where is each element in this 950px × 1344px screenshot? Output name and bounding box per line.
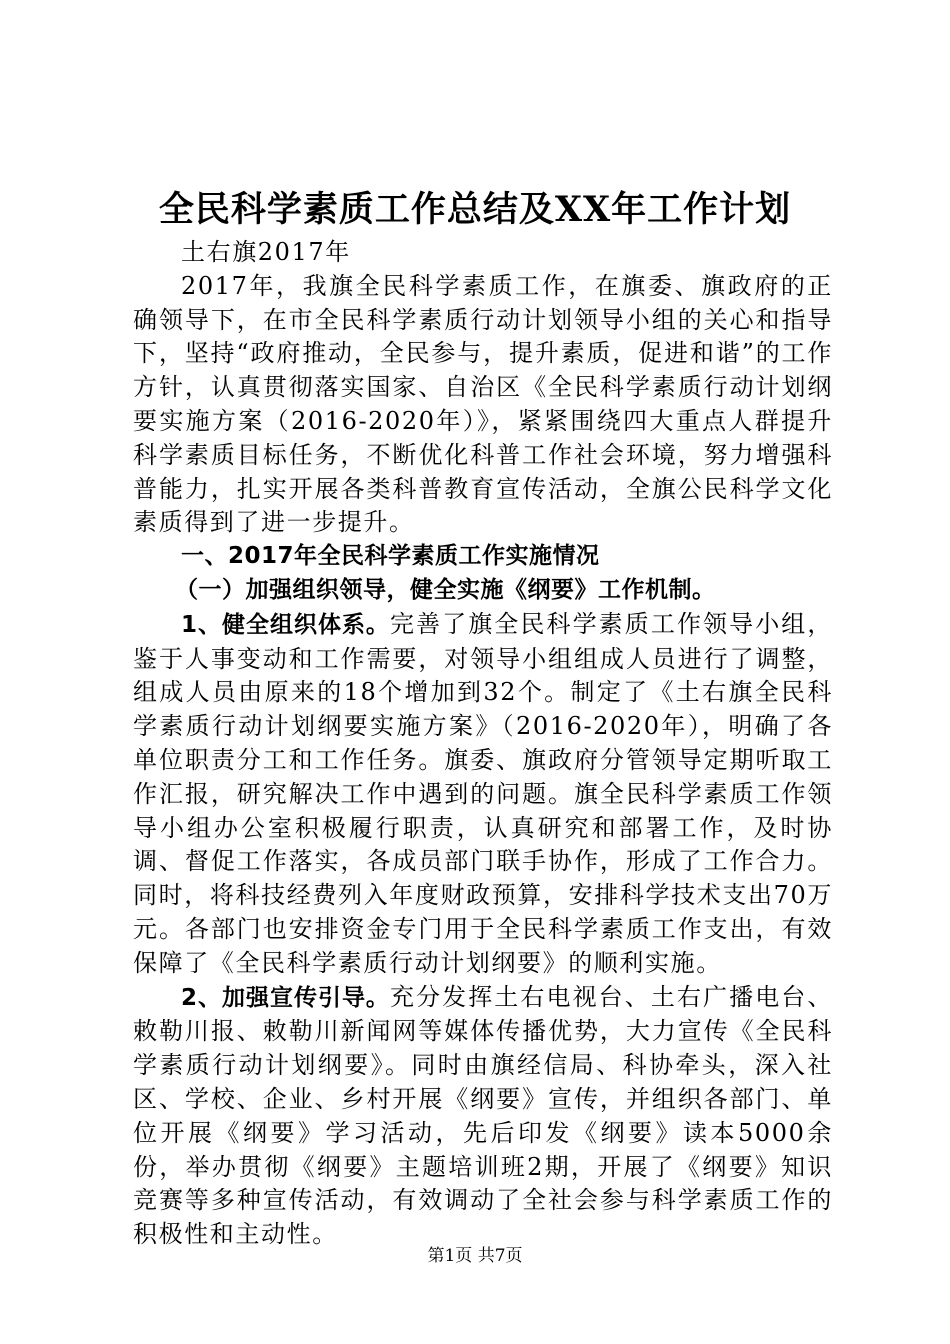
byline: 土右旗2017年 xyxy=(181,238,351,266)
item-text-2: 充分发挥土右电视台、土右广播电台、敕勒川报、敕勒川新闻网等媒体传播优势，大力宣传《全民科学素质行动计划纲要》。同时由旗经信局、科协牵头，深入社区、学校、企业、乡村开展《纲要》宣传，并组织各部门、单位开展《纲要》学习活动，先后印发《纲要》读本5000余份，举办贯彻《纲要》主题培训班2期，开展了《纲要》知识竞赛等多种宣传活动，有效调动了全社会参与科学素质工作的积极性和主动性。 xyxy=(133,982,833,1249)
subsection-heading: （一）加强组织领导，健全实施《纲要》工作机制。 xyxy=(175,576,716,603)
item-text-1: 完善了旗全民科学素质工作领导小组，鉴于人事变动和工作需要，对领导小组组成人员进行了调整，组成人员由原来的18个增加到32个。制定了《土右旗全民科学素质行动计划纲要实施方案》（2016-2020年），明确了各单位职责分工和工作任务。旗委、旗政府分管领导定期听取工作汇报，研究解决工作中遇到的问题。旗全民科学素质工作领导小组办公室积极履行职责，认真研究和部署工作，及时协调、督促工作落实，各成员部门联手协作，形成了工作合力。同时，将科技经费列入年度财政预算，安排科学技术支出70万元。各部门也安排资金专门用于全民科学素质工作支出，有效保障了《全民科学素质行动计划纲要》的顺利实施。 xyxy=(133,609,833,977)
document-body xyxy=(133,236,833,1252)
item-paragraph-1 xyxy=(133,608,833,981)
document-title: 全民科学素质工作总结及XX年工作计划 xyxy=(158,189,792,230)
item-lead-1: 1、健全组织体系。 xyxy=(181,611,390,638)
intro-paragraph: 2017年，我旗全民科学素质工作，在旗委、旗政府的正确领导下，在市全民科学素质行动计划领导小组的关心和指导下，坚持“政府推动，全民参与，提升素质，促进和谐”的工作方针，认真贯彻落实国家、自治区《全民科学素质行动计划纲要实施方案（2016-2020年）》，紧紧围绕四大重点人群提升科学素质目标任务，不断优化科普工作社会环境，努力增强科普能力，扎实开展各类科普教育宣传活动，全旗公民科学文化素质得到了进一步提升。 xyxy=(133,271,833,537)
item-lead-2: 2、加强宣传引导。 xyxy=(181,984,390,1011)
item-paragraph-2 xyxy=(133,981,833,1252)
page-number: 第1页 共7页 xyxy=(427,1246,523,1266)
section-heading: 一、2017年全民科学素质工作实施情况 xyxy=(181,543,600,570)
